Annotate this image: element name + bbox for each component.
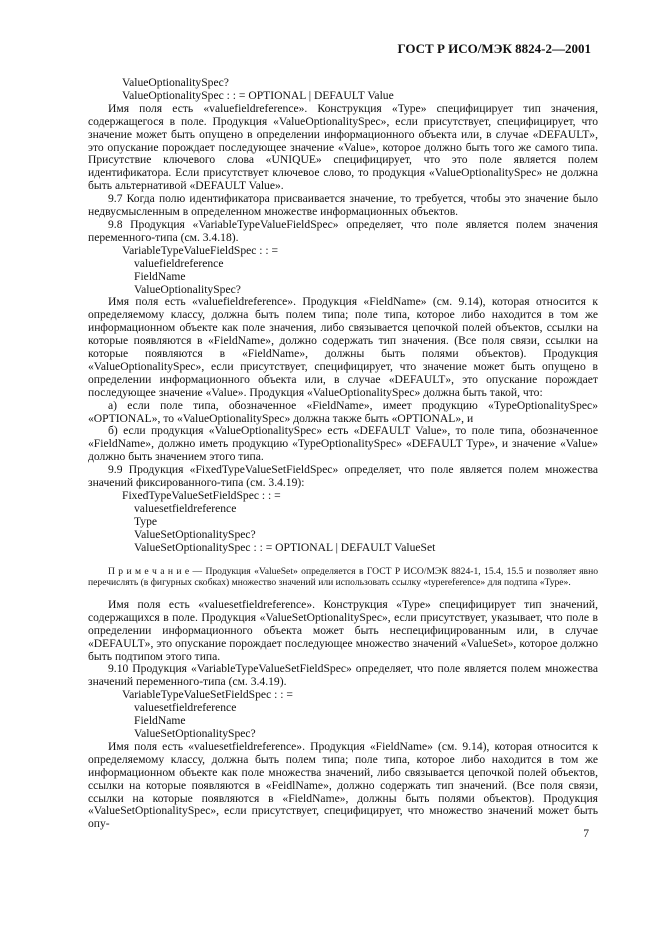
paragraph: Имя поля есть «valuefieldreference». Продукция «FieldName» (см. 9.14), которая относится к определяемому классу, должна быть полем типа; поле типа, которое либо находится в том же информационном объекте как поле значения, либо связывается цепочкой полей объектов, ссылки на которые появляются в «FieldName», должно содержать тип значения. (Все поля связи, ссылки на которые появляются в «FieldName», должны быть полями объектов). Продукция «ValueOptionalitySpec», если присутствует, специфицирует, что значение может быть опущено в определении информационного объекта или, в случае «DEFAULT», это опускание порождает последующее значение «Value». Продукция «ValueOptionalitySpec» должна быть такой, что: bbox=[88, 295, 598, 399]
paragraph-9-9: 9.9 Продукция «FixedTypeValueSetFieldSpec» определяет, что поле является полем множества значений фиксированного-типа (см. 3.4.19): bbox=[88, 463, 598, 490]
code-line: ValueOptionalitySpec? bbox=[122, 76, 229, 89]
code-line: valuesetfieldreference bbox=[134, 701, 237, 715]
code-line: ValueOptionalitySpec? bbox=[134, 282, 241, 296]
paragraph-9-10: 9.10 Продукция «VariableTypeValueSetFieldSpec» определяет, что поле является полем множества значений переменного-типа (см. 3.4.19). bbox=[88, 662, 598, 689]
code-line: FieldName bbox=[134, 714, 186, 728]
code-line: ValueSetOptionalitySpec : : = OPTIONAL | DEFAULT ValueSet bbox=[134, 540, 436, 554]
paragraph: Имя поля есть «valuefieldreference». Конструкция «Type» специфицирует тип значения, содержащегося в поле. Продукция «ValueOptionalitySpec», если присутствует, специфицирует, что значение может быть опущено в определении информационного объекта или, в случае «DEFAULT», это опускание порождает последующее значение «Value», которое должно быть того же самого типа. Присутствие ключевого слова «UNIQUE» специфицирует, что это поле является полем идентификатора. Если присутствует ключевое слово, то продукция «ValueOptionalitySpec» не должна быть альтернативой «DEFAULT Value». bbox=[88, 101, 598, 193]
list-item-a: а) если поле типа, обозначенное «FieldName», имеет продукцию «TypeOptionalitySpec» «OPTIONAL», то «ValueOptionalitySpec» должна также быть «OPTIONAL», и bbox=[88, 398, 598, 425]
code-line: valuesetfieldreference bbox=[134, 501, 237, 515]
paragraph-9-8: 9.8 Продукция «VariableTypeValueFieldSpec» определяет, что поле является полем значения переменного-типа (см. 3.4.18). bbox=[88, 217, 598, 244]
code-line: ValueSetOptionalitySpec? bbox=[134, 727, 256, 740]
code-line: valuefieldreference bbox=[134, 256, 224, 270]
page-body bbox=[88, 77, 598, 831]
code-line: ValueSetOptionalitySpec? bbox=[134, 527, 256, 541]
code-line: Type bbox=[134, 514, 158, 528]
code-head: FixedTypeValueSetFieldSpec : : = bbox=[122, 489, 281, 502]
list-item-b: б) если продукция «ValueOptionalitySpec» есть «DEFAULT Value», то поле типа, обозначенное «FieldName», должно иметь продукцию «TypeOptionalitySpec» «DEFAULT Type», и значение «Value» должно быть значением этого типа. bbox=[88, 424, 598, 464]
page-number: 7 bbox=[583, 827, 589, 840]
code-line: FieldName bbox=[134, 269, 186, 283]
code-head: VariableTypeValueSetFieldSpec : : = bbox=[122, 688, 293, 702]
code-line: ValueOptionalitySpec : : = OPTIONAL | DEFAULT Value bbox=[122, 88, 394, 102]
code-head: VariableTypeValueFieldSpec : : = bbox=[122, 243, 279, 257]
paragraph-9-7: 9.7 Когда полю идентификатора присваивается значение, то требуется, чтобы это значение было недвусмысленным в определенном множестве информационных объектов. bbox=[88, 192, 598, 219]
paragraph: Имя поля есть «valuesetfieldreference». Конструкция «Type» специфицирует тип значений, содержащихся в поле. Продукция «ValueSetOptionalitySpec», если присутствует, указывает, что поле в определении информационного объекта может быть неспецифицированным или, в случае «DEFAULT», это опускание порождает последующее множество значений «ValueSet», которое должно быть подтипом этого типа. bbox=[88, 597, 598, 663]
note: П р и м е ч а н и е — Продукция «ValueSet» определяется в ГОСТ Р ИСО/МЭК 8824-1, 15.4, 15.5 и позволяет явно перечислять (в фигурных скобках) множество значений или использовать ссылку «typereference» для подтипа «Type». bbox=[88, 565, 598, 588]
paragraph: Имя поля есть «valuesetfieldreference». Продукция «FieldName» (см. 9.14), которая относится к определяемому классу, должна быть полем типа; поле типа, которое либо находится в том же информационном объекте как поле множества значений, либо связывается цепочкой полей объектов, ссылки на которые появляются в «FeidlName», должно содержать тип значений. (Все поля связи, ссылки на которые появляются в «FieldName», должны быть полями объектов). Продукция «ValueSetOptionalitySpec», если присутствует, специфицирует, что множество значений может быть опу- bbox=[88, 739, 598, 831]
document-header: ГОСТ Р ИСО/МЭК 8824-2—2001 bbox=[397, 41, 591, 56]
